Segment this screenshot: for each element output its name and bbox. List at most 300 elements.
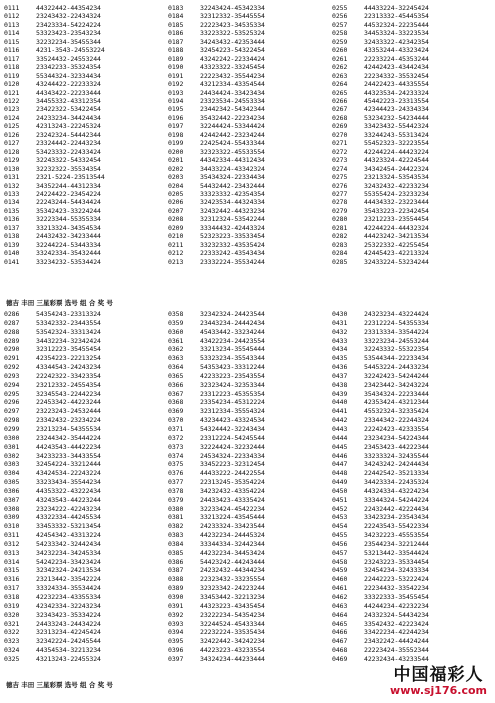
table-row (332, 207, 490, 215)
row-numbers: 44353322-43222434 (36, 486, 101, 495)
row-numbers: 22442542-35213334 (364, 469, 429, 478)
table-row (332, 522, 490, 531)
row-numbers: 23423334-54224224 (36, 20, 101, 29)
row-numbers: 33422234-42244234 (364, 628, 429, 637)
row-index: 0268 (332, 113, 348, 122)
row-index: 0206 (168, 198, 184, 207)
table-row (332, 390, 490, 399)
row-numbers: 33213224-43545444 (200, 513, 265, 522)
row-index: 0358 (168, 310, 184, 318)
table-row (168, 354, 326, 363)
row-index: 0455 (332, 531, 348, 540)
row-numbers: 32243424-45342334 (200, 4, 265, 12)
table-row (4, 89, 162, 97)
row-index: 0450 (332, 486, 348, 495)
row-index: 0291 (4, 354, 20, 363)
row-index: 0292 (4, 363, 20, 372)
row-index: 0213 (168, 257, 184, 266)
row-index: 0387 (168, 566, 184, 575)
row-numbers: 44323223-43435454 (200, 601, 265, 610)
table-row (168, 38, 326, 46)
row-numbers: 23422322-53422454 (36, 105, 101, 114)
row-index: 0120 (4, 80, 20, 89)
row-index: 0271 (332, 139, 348, 148)
row-numbers: 23222234-54354234 (200, 610, 265, 619)
row-index: 0363 (168, 354, 184, 363)
row-index: 0369 (168, 407, 184, 416)
table-row (168, 319, 326, 328)
table-row (168, 114, 326, 122)
row-numbers: 32342324-24213534 (36, 566, 101, 575)
row-numbers: 23354234-45312224 (200, 398, 265, 407)
row-index: 0134 (4, 198, 20, 207)
table-row (168, 398, 326, 407)
row-index: 0306 (4, 486, 20, 495)
table-row (168, 21, 326, 29)
footer-caption-1: 德吉 丰田 三星彩票 选号 组 合 奖 号 (6, 299, 113, 307)
row-index: 0126 (4, 130, 20, 139)
row-index: 0136 (4, 215, 20, 224)
row-numbers: 52323223-33533454 (200, 232, 265, 241)
row-index: 0309 (4, 513, 20, 522)
row-numbers: 32432432-42233234 (364, 181, 429, 190)
table-row (4, 505, 162, 514)
table-row (332, 593, 490, 602)
row-numbers: 34232432-43354224 (200, 486, 265, 495)
table-row (332, 646, 490, 655)
row-numbers: 34233233-34433554 (36, 451, 101, 460)
table-row (332, 602, 490, 611)
row-index: 0266 (332, 96, 348, 105)
row-index: 0286 (4, 310, 20, 318)
row-numbers: 42442442-23234244 (200, 130, 265, 139)
row-numbers: 32243332-55322354 (364, 345, 429, 354)
table-row (168, 131, 326, 139)
number-column (168, 4, 326, 266)
row-numbers: 33344334-32442344 (200, 539, 265, 548)
row-index: 0362 (168, 345, 184, 354)
row-numbers: 54353423-33312244 (200, 363, 265, 372)
row-index: 0453 (332, 513, 348, 522)
table-row (332, 21, 490, 29)
row-numbers: 23312223-45355354 (200, 389, 265, 398)
row-numbers: 33322333-35455454 (364, 593, 429, 601)
table-row (168, 425, 326, 434)
row-index: 0393 (168, 619, 184, 628)
row-numbers: 32433322-42342354 (364, 37, 429, 46)
row-index: 0371 (168, 424, 184, 433)
table-row (332, 398, 490, 407)
row-numbers: 54453224-24433234 (364, 363, 429, 372)
table-row (4, 558, 162, 567)
row-index: 0264 (332, 80, 348, 89)
row-index: 0449 (332, 478, 348, 487)
row-numbers: 34232223-45553554 (364, 531, 429, 540)
row-index: 0276 (332, 181, 348, 190)
table-row (332, 575, 490, 584)
table-row (332, 55, 490, 63)
row-index: 0210 (168, 232, 184, 241)
row-index: 0212 (168, 249, 184, 258)
row-index: 0390 (168, 593, 184, 601)
row-numbers: 35433223-22342454 (364, 206, 429, 215)
row-index: 0308 (4, 504, 20, 513)
row-numbers: 23244342-35444224 (36, 433, 101, 442)
row-numbers: 32244424-53344424 (200, 122, 265, 131)
row-index: 0457 (332, 548, 348, 557)
row-numbers: 42442423-43442434 (364, 63, 429, 72)
row-index: 0447 (332, 460, 348, 469)
row-numbers: 24433243-24434224 (36, 619, 101, 628)
table-row (168, 372, 326, 381)
row-index: 0270 (332, 130, 348, 139)
table-row (332, 122, 490, 130)
table-row (332, 505, 490, 514)
row-numbers: 23223243-24532444 (36, 407, 101, 416)
row-index: 0367 (168, 389, 184, 398)
row-index: 0304 (4, 469, 20, 478)
row-index: 0282 (332, 232, 348, 241)
row-numbers: 23423442-34243224 (364, 380, 429, 389)
row-numbers: 32433224-53234244 (364, 257, 429, 266)
row-index: 0267 (332, 105, 348, 114)
row-numbers: 53323234-35543344 (200, 354, 265, 363)
row-numbers: 42344423-24334334 (364, 105, 429, 114)
table-row (332, 540, 490, 549)
row-numbers: 44354534-32213234 (36, 646, 101, 655)
row-numbers: 33242334-35432444 (36, 249, 101, 258)
table-row (332, 190, 490, 198)
row-index: 0383 (168, 531, 184, 540)
row-numbers: 42232434-43233544 (364, 654, 429, 663)
row-index: 0364 (168, 363, 184, 372)
row-numbers: 22432442-42224434 (364, 504, 429, 513)
row-index: 0397 (168, 654, 184, 663)
row-index: 0299 (4, 424, 20, 433)
table-row (168, 198, 326, 206)
row-numbers: 32422442-34242234 (200, 637, 265, 646)
row-numbers: 22333242-43543434 (200, 249, 265, 258)
table-row (332, 531, 490, 540)
row-index: 0439 (332, 389, 348, 398)
row-index: 0448 (332, 469, 348, 478)
table-row (332, 469, 490, 478)
row-index: 0435 (332, 354, 348, 363)
table-row (332, 363, 490, 372)
row-numbers: 23313334-33544224 (364, 327, 429, 336)
row-numbers: 24434424-33423434 (200, 88, 265, 97)
row-numbers: 32454223-54322454 (200, 46, 265, 55)
row-numbers: 22234432-33542234 (364, 584, 429, 593)
row-index: 0137 (4, 223, 20, 232)
row-index: 0438 (332, 380, 348, 389)
row-index: 0372 (168, 433, 184, 442)
row-numbers: 42445423-42213324 (364, 249, 429, 258)
row-index: 0200 (168, 147, 184, 156)
table-row (332, 38, 490, 46)
row-index: 0378 (168, 486, 184, 495)
table-row (4, 646, 162, 655)
row-numbers: 54423242-44243444 (200, 557, 265, 566)
row-index: 0141 (4, 257, 20, 266)
row-numbers: 23432242-44424244 (364, 637, 429, 646)
row-index: 0437 (332, 371, 348, 380)
table-row (168, 97, 326, 105)
row-numbers: 33213234-35545444 (200, 345, 265, 354)
row-index: 0321 (4, 619, 20, 628)
row-numbers: 33423432-55442324 (364, 122, 429, 131)
row-index: 0127 (4, 139, 20, 148)
row-numbers: 42354223-22213254 (36, 354, 101, 363)
row-numbers: 34352244-44312334 (36, 181, 101, 190)
table-row (168, 602, 326, 611)
row-numbers: 22312224-54355334 (364, 318, 429, 327)
row-index: 0436 (332, 363, 348, 372)
row-index: 0384 (168, 539, 184, 548)
table-row (4, 319, 162, 328)
row-numbers: 22223423-34535334 (200, 20, 265, 29)
row-numbers: 45433442-33234244 (200, 327, 265, 336)
row-numbers: 42454342-43313224 (36, 531, 101, 540)
row-index: 0458 (332, 557, 348, 566)
row-index: 0128 (4, 147, 20, 156)
row-numbers: 32244524-45433344 (200, 619, 265, 628)
table-row (332, 63, 490, 71)
table-row (4, 80, 162, 88)
table-row (168, 105, 326, 113)
row-numbers: 54432442-23432444 (200, 181, 265, 190)
row-index: 0375 (168, 460, 184, 469)
table-row (168, 345, 326, 354)
row-index: 0469 (332, 654, 348, 663)
row-index: 0451 (332, 495, 348, 504)
row-numbers: 45532324-32335424 (364, 407, 429, 416)
table-row (4, 337, 162, 346)
table-row (4, 407, 162, 416)
number-column (168, 310, 326, 664)
row-index: 0460 (332, 575, 348, 584)
table-row (4, 390, 162, 399)
row-index: 0430 (332, 310, 348, 318)
table-row (332, 460, 490, 469)
row-index: 0301 (4, 442, 20, 451)
row-numbers: 24534324-22334334 (200, 451, 265, 460)
row-numbers: 44323534-24233324 (364, 88, 429, 97)
row-index: 0196 (168, 113, 184, 122)
row-numbers: 35434324-22334434 (200, 173, 265, 182)
number-table-block-1 (4, 4, 490, 266)
table-row (332, 97, 490, 105)
row-numbers: 43322334-44245534 (36, 513, 101, 522)
row-numbers: 54233342-32442434 (36, 539, 101, 548)
row-numbers: 43323322-33245454 (200, 63, 265, 72)
row-numbers: 53234232-54234444 (364, 113, 429, 122)
row-numbers: 32323322-45533554 (200, 147, 265, 156)
row-index: 0197 (168, 122, 184, 131)
row-numbers: 22232224-33535434 (200, 628, 265, 637)
table-row (168, 156, 326, 164)
table-row (168, 63, 326, 71)
row-index: 0257 (332, 20, 348, 29)
row-index: 0115 (4, 37, 20, 46)
table-row (4, 637, 162, 646)
table-row (332, 566, 490, 575)
table-row (332, 139, 490, 147)
table-row (168, 122, 326, 130)
table-row (4, 398, 162, 407)
table-row (168, 549, 326, 558)
row-numbers: 24432432-34233444 (36, 232, 101, 241)
row-index: 0368 (168, 398, 184, 407)
row-index: 0255 (332, 4, 348, 12)
row-index: 0263 (332, 71, 348, 80)
table-row (4, 173, 162, 181)
table-row (168, 207, 326, 215)
row-numbers: 23243432-22434324 (36, 12, 101, 21)
row-numbers: 42244224-44432324 (364, 223, 429, 232)
table-row (4, 241, 162, 249)
row-numbers: 32233424-45422234 (200, 504, 265, 513)
row-index: 0203 (168, 173, 184, 182)
row-numbers: 55355424-23233234 (364, 189, 429, 198)
row-index: 0454 (332, 522, 348, 531)
row-numbers: 43344543-24243234 (36, 363, 101, 372)
table-row (332, 496, 490, 505)
row-index: 0289 (4, 336, 20, 345)
table-row (4, 105, 162, 113)
table-row (332, 156, 490, 164)
table-row (4, 46, 162, 54)
table-row (168, 593, 326, 602)
watermark-logo (390, 660, 487, 697)
table-row (332, 478, 490, 487)
row-index: 0183 (168, 4, 184, 12)
row-numbers: 24233324-33423544 (200, 522, 265, 531)
table-row (168, 241, 326, 249)
row-numbers: 23212233-23554454 (364, 215, 429, 224)
row-index: 0365 (168, 371, 184, 380)
table-row (4, 372, 162, 381)
table-row (332, 224, 490, 232)
row-numbers: 55452323-32223554 (364, 139, 429, 148)
row-index: 0133 (4, 189, 20, 198)
row-index: 0279 (332, 206, 348, 215)
table-row (332, 381, 490, 390)
row-numbers: 23234222-42243234 (36, 504, 101, 513)
row-index: 0381 (168, 513, 184, 522)
row-index: 0298 (4, 416, 20, 425)
row-index: 0302 (4, 451, 20, 460)
row-numbers: 22223432-35544234 (200, 71, 265, 80)
row-index: 0288 (4, 327, 20, 336)
table-row (168, 566, 326, 575)
row-numbers: 45442223-23313554 (364, 96, 429, 105)
table-row (168, 4, 326, 12)
table-row (4, 72, 162, 80)
row-index: 0456 (332, 539, 348, 548)
table-row (168, 190, 326, 198)
row-index: 0307 (4, 495, 20, 504)
table-row (4, 425, 162, 434)
table-row (168, 540, 326, 549)
row-numbers: 22425424-55433344 (200, 139, 265, 148)
table-row (4, 363, 162, 372)
row-index: 0193 (168, 88, 184, 97)
table-row (168, 29, 326, 37)
row-numbers: 32224424-32232444 (200, 442, 265, 451)
table-row (4, 513, 162, 522)
row-index: 0114 (4, 29, 20, 38)
table-row (168, 12, 326, 20)
row-index: 0290 (4, 345, 20, 354)
row-numbers: 23324442-22443234 (36, 139, 101, 148)
row-index: 0123 (4, 105, 20, 114)
row-numbers: 33223322-53525324 (200, 29, 265, 38)
table-row (168, 224, 326, 232)
row-numbers: 34232234-34245334 (36, 548, 101, 557)
row-numbers: 22233224-45353244 (364, 54, 429, 63)
row-numbers: 24232432-44344234 (200, 566, 265, 575)
table-row (168, 139, 326, 147)
row-index: 0466 (332, 628, 348, 637)
table-row (332, 319, 490, 328)
row-index: 0287 (4, 318, 20, 327)
table-row (4, 602, 162, 611)
table-row (4, 207, 162, 215)
row-index: 0396 (168, 646, 184, 655)
row-numbers: 23243223-35334454 (364, 557, 429, 566)
row-index: 0132 (4, 181, 20, 190)
row-numbers: 34432234-32342424 (36, 336, 101, 345)
row-numbers: 32223344-55355334 (36, 215, 101, 224)
table-row (4, 224, 162, 232)
row-numbers: 24323234-43224424 (364, 310, 429, 318)
row-index: 0121 (4, 88, 20, 97)
table-row (168, 522, 326, 531)
row-index: 0464 (332, 610, 348, 619)
table-row (332, 105, 490, 113)
row-index: 0208 (168, 215, 184, 224)
row-numbers: 23342233-35324354 (36, 63, 101, 72)
table-row (332, 198, 490, 206)
row-index: 0446 (332, 451, 348, 460)
table-row (168, 173, 326, 181)
row-numbers: 23453423-44222344 (364, 442, 429, 451)
row-index: 0433 (332, 336, 348, 345)
row-index: 0261 (332, 54, 348, 63)
table-row (168, 460, 326, 469)
table-row (332, 114, 490, 122)
table-row (4, 575, 162, 584)
row-numbers: 44433224-32245424 (364, 4, 429, 12)
row-numbers: 53342332-23443554 (36, 318, 101, 327)
table-row (332, 89, 490, 97)
row-index: 0202 (168, 164, 184, 173)
row-index: 0260 (332, 46, 348, 55)
row-index: 0374 (168, 451, 184, 460)
row-index: 0209 (168, 223, 184, 232)
row-numbers: 42353424-43212344 (364, 398, 429, 407)
table-row (4, 215, 162, 223)
row-numbers: 32342324-24423544 (200, 310, 265, 318)
table-row (332, 337, 490, 346)
table-row (168, 487, 326, 496)
row-index: 0273 (332, 156, 348, 165)
table-row (332, 513, 490, 522)
table-row (332, 584, 490, 593)
row-numbers: 42232234-43355334 (36, 593, 101, 601)
table-row (4, 12, 162, 20)
